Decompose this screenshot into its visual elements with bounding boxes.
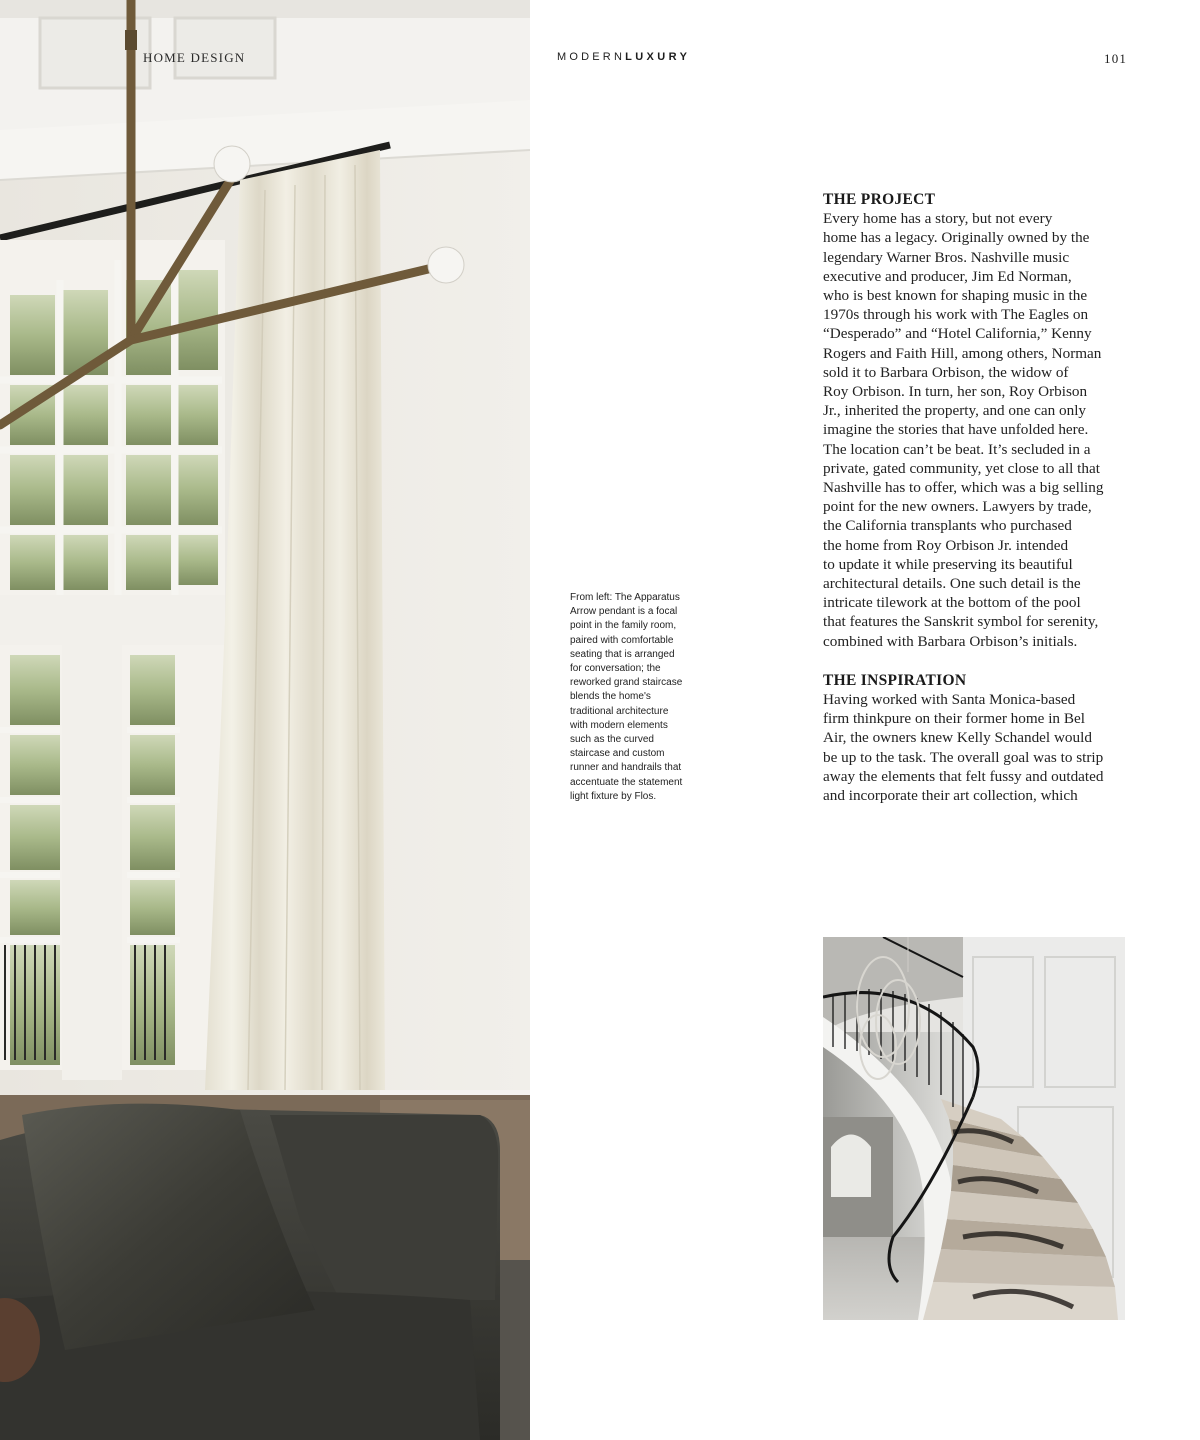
caption-line: such as the curved — [570, 734, 654, 746]
logo-word-luxury: LUXURY — [625, 51, 691, 63]
caption-line: blends the home's — [570, 691, 651, 703]
text-line: sold it to Barbara Orbison, the widow of — [823, 363, 1069, 381]
section-label: HOME DESIGN — [143, 50, 246, 65]
caption-line: Arrow pendant is a focal — [570, 606, 678, 618]
text-line: who is best known for shaping music in the — [823, 287, 1088, 305]
photo-caption — [570, 591, 705, 804]
staircase-photo — [823, 937, 1125, 1320]
text-line: private, gated community, yet close to all that — [823, 459, 1100, 477]
text-line: to update it while preserving its beautiful — [823, 555, 1073, 573]
page-number: 101 — [1104, 51, 1128, 66]
text-line: Air, the owners knew Kelly Schandel would — [823, 729, 1092, 747]
text-line: Every home has a story, but not every — [823, 210, 1053, 228]
text-line: imagine the stories that have unfolded here. — [823, 421, 1089, 439]
text-line: Jr., inherited the property, and one can only — [823, 402, 1087, 420]
text-line: the home from Roy Orbison Jr. intended — [823, 536, 1069, 554]
text-line: firm thinkpure on their former home in Bel — [823, 710, 1085, 728]
caption-line: runner and handrails that — [570, 762, 682, 774]
text-line: The location can’t be beat. It’s secluded in a — [823, 440, 1091, 458]
caption-line: paired with comfortable — [570, 634, 674, 646]
caption-line: seating that is arranged — [570, 648, 675, 660]
caption-line: From left: The Apparatus — [570, 592, 680, 603]
text-line: combined with Barbara Orbison’s initials. — [823, 632, 1078, 650]
text-line: architectural details. One such detail is the — [823, 575, 1081, 593]
caption-line: accentuate the statement — [570, 776, 683, 788]
text-line: away the elements that felt fussy and outdated — [823, 767, 1104, 785]
text-line: legendary Warner Bros. Nashville music — [823, 248, 1070, 266]
text-line: Rogers and Faith Hill, among others, Norman — [823, 344, 1102, 362]
text-line: intricate tilework at the bottom of the pool — [823, 594, 1081, 612]
text-line: be up to the task. The overall goal was to strip — [823, 748, 1104, 766]
logo-word-modern: MODERN — [557, 51, 626, 63]
text-line: Roy Orbison. In turn, her son, Roy Orbison — [823, 383, 1088, 401]
article-body — [823, 190, 1123, 805]
caption-line: staircase and custom — [570, 748, 665, 760]
caption-line: traditional architecture — [570, 705, 669, 717]
text-line: and incorporate their art collection, which — [823, 787, 1078, 805]
caption-line: with modern elements — [570, 719, 668, 731]
text-line: 1970s through his work with The Eagles on — [823, 306, 1089, 324]
magazine-logo — [557, 51, 690, 63]
caption-line: point in the family room, — [570, 620, 677, 632]
project-paragraph — [823, 209, 1123, 651]
text-line: the California transplants who purchased — [823, 517, 1072, 535]
caption-line: light fixture by Flos. — [570, 790, 657, 802]
text-line: that features the Sanskrit symbol for serenity, — [823, 613, 1099, 631]
text-line: Having worked with Santa Monica-based — [823, 691, 1076, 709]
text-line: point for the new owners. Lawyers by trade, — [823, 498, 1092, 516]
text-line: Nashville has to offer, which was a big selling — [823, 479, 1104, 497]
caption-line: for conversation; the — [570, 663, 661, 675]
caption-line: reworked grand staircase — [570, 677, 683, 689]
text-line: executive and producer, Jim Ed Norman, — [823, 267, 1072, 285]
inspiration-paragraph — [823, 690, 1123, 805]
text-line: home has a legacy. Originally owned by the — [823, 229, 1090, 247]
family-room-photo — [0, 0, 530, 1440]
heading-the-inspiration: THE INSPIRATION — [823, 671, 967, 689]
text-line: “Desperado” and “Hotel California,” Kenny — [823, 325, 1092, 343]
heading-the-project: THE PROJECT — [823, 191, 936, 208]
